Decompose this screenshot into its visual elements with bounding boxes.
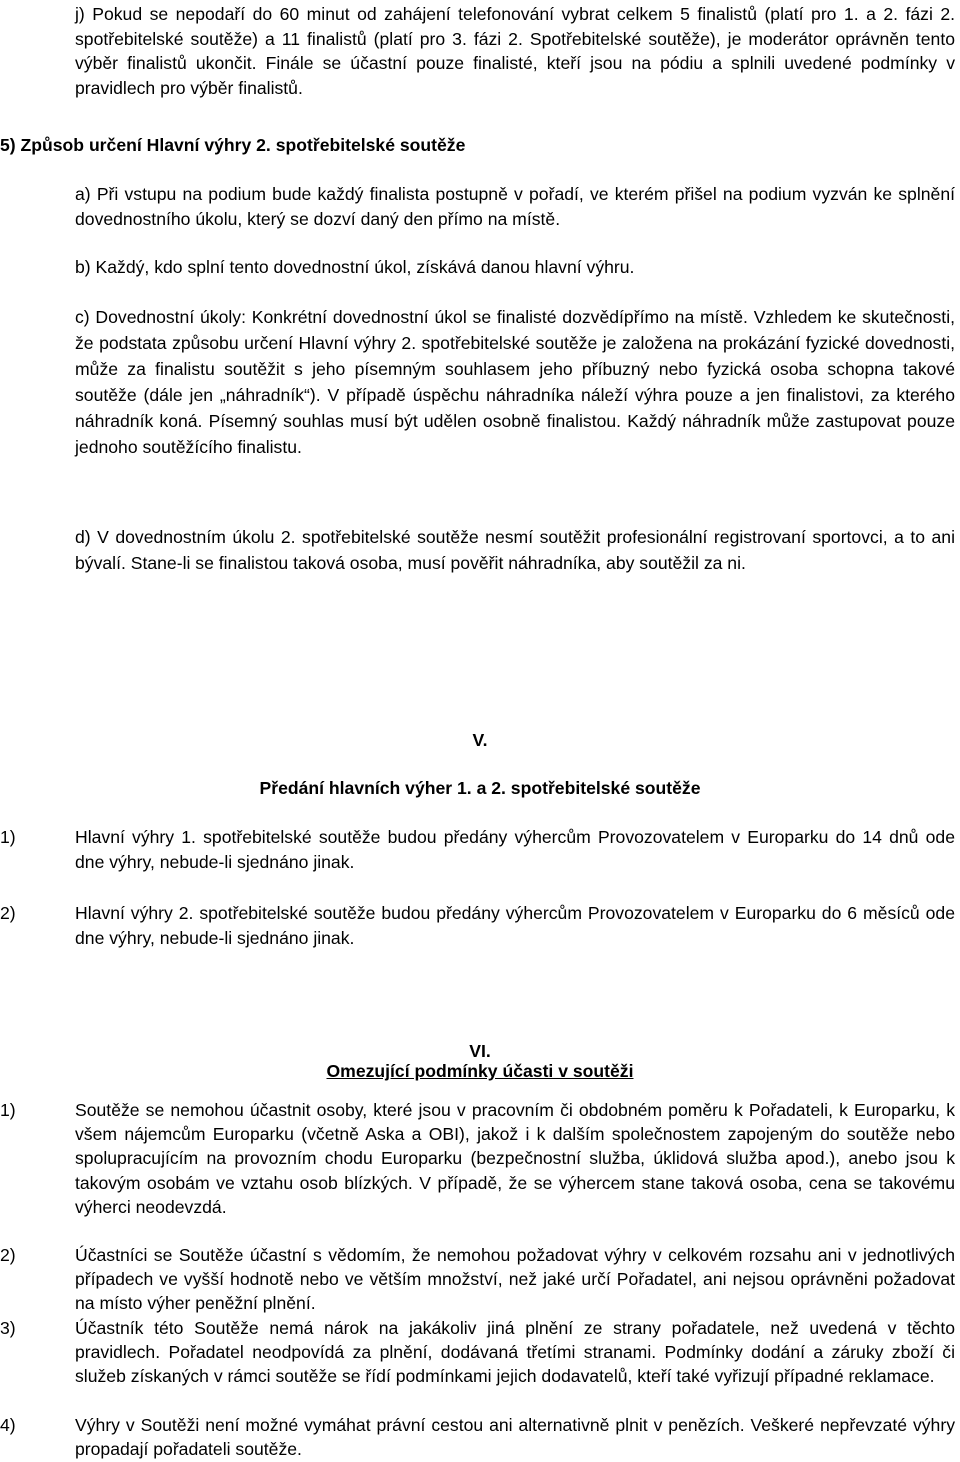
section-vi-item-1-number: 1): [0, 1100, 16, 1120]
paragraph-5a: a) Při vstupu na podium bude každý finalista postupně v pořadí, ve kterém přišel na podium vyzván ke splnění dovednostního úkolu, který se dozví daný den přímo na místě.: [75, 184, 955, 229]
section-v-item-2: Hlavní výhry 2. spotřebitelské soutěže budou předány výhercům Provozovatelem v Europarku do 6 měsíců ode dne výhry, nebude-li sjednáno jinak.: [75, 903, 955, 948]
section-vi-item-2: Účastníci se Soutěže účastní s vědomím, že nemohou požadovat výhry v celkovém rozsahu ani v jednotlivých případech ve vyšší hodnotě nebo ve větším množství, než jaké určí Pořadatel, ani nejsou oprávněni požadovat na místo výher peněžní plnění.: [75, 1245, 955, 1314]
section-v-title: Předání hlavních výher 1. a 2. spotřebitelské soutěže: [259, 778, 701, 798]
section-v-roman: V.: [472, 730, 488, 750]
section-vi-item-4-number: 4): [0, 1415, 16, 1435]
section-vi-item-3: Účastník této Soutěže nemá nárok na jakákoliv jiná plnění ze strany pořadatele, než uvedená v těchto pravidlech. Pořadatel neodpovídá za plnění, dodávaná třetími stranami. Podmínky dodání a záruky zboží či služeb získaných v rámci soutěže se řídí podmínkami jejich dodavatelů, kteří také vyřizují případné reklamace.: [75, 1318, 955, 1387]
section-vi-item-3-number: 3): [0, 1318, 16, 1338]
section-v-item-1: Hlavní výhry 1. spotřebitelské soutěže budou předány výhercům Provozovatelem v Europarku do 14 dnů ode dne výhry, nebude-li sjednáno jinak.: [75, 827, 955, 872]
section-vi-item-2-number: 2): [0, 1245, 16, 1265]
section-5-heading: 5) Způsob určení Hlavní výhry 2. spotřebitelské soutěže: [0, 135, 466, 155]
section-v-item-2-number: 2): [0, 903, 16, 923]
paragraph-5b: b) Každý, kdo splní tento dovednostní úkol, získává danou hlavní výhru.: [75, 257, 635, 277]
section-vi-item-4: Výhry v Soutěži není možné vymáhat právní cestou ani alternativně plnit v penězích. Veškeré nepřevzaté výhry propadají pořadateli soutěže.: [75, 1415, 955, 1460]
section-vi-title: Omezující podmínky účasti v soutěži: [326, 1061, 634, 1081]
section-vi-item-1: Soutěže se nemohou účastnit osoby, které jsou v pracovním či obdobném poměru k Pořadateli, k Europarku, k všem nájemcům Europarku (včetně Aska a OBI), jakož i k dalším společnostem zapojeným do soutěže nebo spolupracujícím na provozním chodu Europarku (bezpečnostní služba, úklidová služba apod.), anebo jsou k takovým osobám ve vztahu osob blízkých. V případě, že se výhercem stane taková osoba, cena se takovému výherci neodevzdá.: [75, 1100, 955, 1217]
paragraph-item-j: j) Pokud se nepodaří do 60 minut od zahájení telefonování vybrat celkem 5 finalistů (platí pro 1. a 2. fázi 2. spotřebitelské soutěže) a 11 finalistů (platí pro 3. fázi 2. Spotřebitelské soutěže), je moderátor oprávněn tento výběr finalistů ukončit. Finále se účastní pouze finalisté, kteří jsou na pódiu a splnili uvedené podmínky v pravidlech pro výběr finalistů.: [75, 4, 955, 98]
section-vi-roman: VI.: [469, 1041, 491, 1061]
paragraph-5c: c) Dovednostní úkoly: Konkrétní dovednostní úkol se finalisté dozvědípřímo na místě. Vzhledem ke skutečnosti, že podstata způsobu určení Hlavní výhry 2. spotřebitelské soutěže je založena na prokázání fyzické dovednosti, může za finalistu soutěžit s jeho písemným souhlasem jeho příbuzný nebo fyzická osoba schopna takové soutěže (dále jen „náhradník“). V případě úspěchu náhradníka náleží výhra pouze a jen finalistovi, za kterého náhradník koná. Písemný souhlas musí být udělen osobně finalistou. Každý náhradník může zastupovat pouze jednoho soutěžícího finalistu.: [75, 307, 955, 457]
section-v-item-1-number: 1): [0, 827, 16, 847]
paragraph-5d: d) V dovednostním úkolu 2. spotřebitelské soutěže nesmí soutěžit profesionální registrovaní sportovci, a to ani bývalí. Stane-li se finalistou taková osoba, musí pověřit náhradníka, aby soutěžil za ni.: [75, 527, 955, 573]
